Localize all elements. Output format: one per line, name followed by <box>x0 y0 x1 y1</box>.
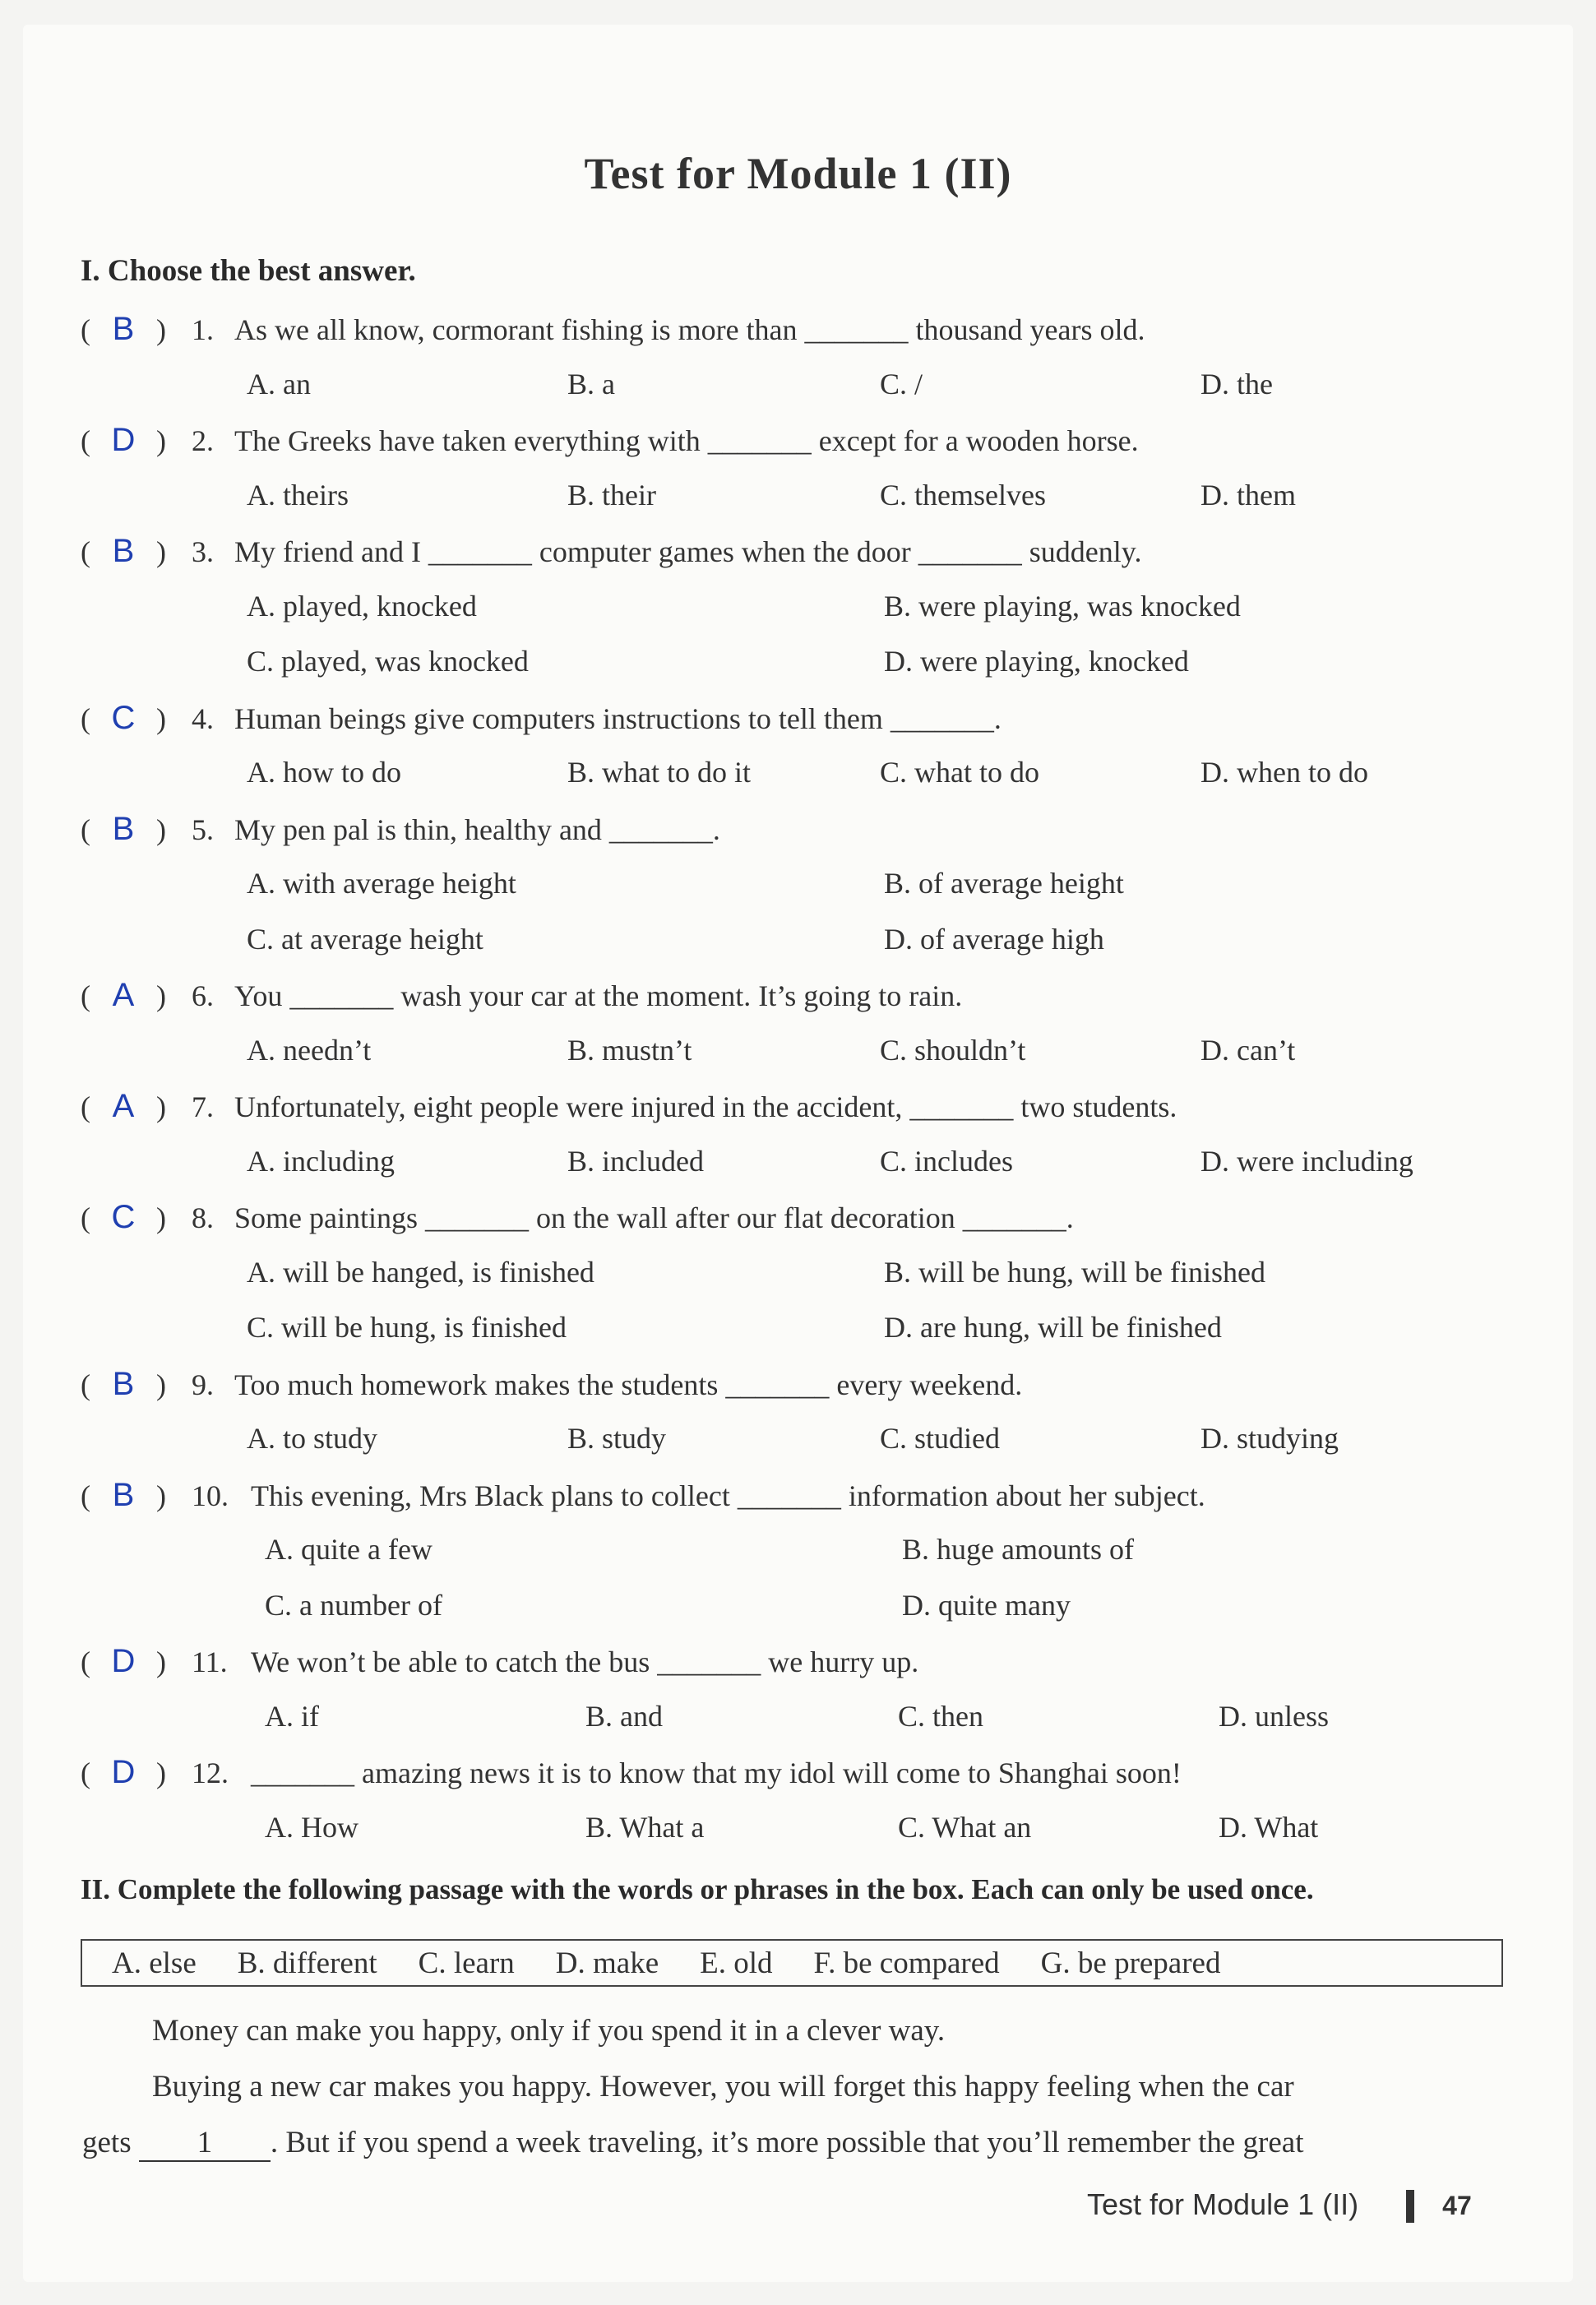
answer-option[interactable]: D. unless <box>1219 1699 1329 1733</box>
answer-option[interactable]: D. when to do <box>1200 756 1368 789</box>
answer-option[interactable]: C. themselves <box>880 478 1046 511</box>
word-option: G. be prepared <box>1040 1946 1221 1980</box>
answer-option[interactable]: B. included <box>567 1144 704 1178</box>
answer-option[interactable]: B. mustn’t <box>567 1033 692 1067</box>
question-number: 10. <box>192 1479 229 1512</box>
question-number: 2. <box>192 424 214 457</box>
answer-parens: ( B ) <box>81 533 166 569</box>
answer-option[interactable]: B. study <box>567 1422 667 1455</box>
question-number: 11. <box>192 1645 228 1678</box>
answer-parens: ( C ) <box>81 1199 166 1235</box>
passage-text: . But if you spend a week traveling, it’s more possible that you’ll remember the great <box>270 2126 1304 2159</box>
answer-parens: ( B ) <box>81 810 166 847</box>
word-option: E. old <box>700 1946 773 1980</box>
question-row <box>81 422 1139 459</box>
answer-option[interactable]: A. will be hanged, is finished <box>247 1255 594 1289</box>
question-row <box>81 977 962 1014</box>
answer-option[interactable]: A. including <box>247 1144 395 1178</box>
question-number: 6. <box>192 979 214 1012</box>
answer-option[interactable]: A. needn’t <box>247 1033 372 1067</box>
answer-parens: ( A ) <box>81 1088 166 1124</box>
question-text: You _______ wash your car at the moment. It’s going to rain. <box>234 979 963 1012</box>
answer-option[interactable]: C. shouldn’t <box>880 1033 1026 1067</box>
answer-option[interactable]: D. were including <box>1200 1144 1413 1178</box>
question-row <box>81 700 1002 737</box>
answer-mark[interactable]: B <box>112 1365 135 1402</box>
answer-option[interactable]: C. a number of <box>265 1588 442 1622</box>
page-footer <box>1087 2187 1472 2223</box>
answer-mark[interactable]: D <box>111 1754 136 1790</box>
question-row <box>81 1199 1074 1236</box>
question-text: Unfortunately, eight people were injured in the accident, _______ two students. <box>234 1090 1177 1123</box>
answer-mark[interactable]: C <box>111 699 136 736</box>
answer-option[interactable]: A. theirs <box>247 478 349 511</box>
word-option: C. learn <box>418 1946 515 1980</box>
answer-option[interactable]: C. played, was knocked <box>247 645 529 678</box>
answer-option[interactable]: A. with average height <box>247 867 516 900</box>
answer-parens: ( D ) <box>81 1643 166 1679</box>
question-row <box>81 311 1145 348</box>
question-number: 1. <box>192 313 214 346</box>
answer-option[interactable]: D. quite many <box>902 1588 1071 1622</box>
answer-option[interactable]: A. if <box>265 1699 319 1733</box>
answer-option[interactable]: C. what to do <box>880 756 1039 789</box>
word-option: B. different <box>237 1946 377 1980</box>
passage-paragraph-2-line-1: Buying a new car makes you happy. However, you will forget this happy feeling when the car <box>152 2070 1294 2104</box>
answer-option[interactable]: C. will be hung, is finished <box>247 1311 567 1344</box>
footer-label: Test for Module 1 (II) <box>1087 2187 1359 2221</box>
answer-option[interactable]: B. will be hung, will be finished <box>884 1255 1265 1289</box>
answer-option[interactable]: C. then <box>898 1699 983 1733</box>
answer-option[interactable]: A. to study <box>247 1422 378 1455</box>
answer-option[interactable]: D. can’t <box>1200 1033 1296 1067</box>
answer-parens: ( D ) <box>81 422 166 458</box>
answer-parens: ( B ) <box>81 1365 166 1402</box>
question-text: My pen pal is thin, healthy and _______. <box>234 812 720 846</box>
question-text: _______ amazing news it is to know that my idol will come to Shanghai soon! <box>251 1757 1182 1789</box>
passage-text: gets <box>82 2126 132 2159</box>
answer-parens: ( C ) <box>81 699 166 736</box>
answer-option[interactable]: B. a <box>567 367 615 400</box>
answer-option[interactable]: B. and <box>585 1699 663 1733</box>
answer-option[interactable]: A. played, knocked <box>247 589 477 623</box>
answer-mark[interactable]: B <box>112 533 135 569</box>
question-row <box>81 1643 918 1680</box>
answer-option[interactable]: B. huge amounts of <box>902 1533 1134 1566</box>
question-row <box>81 1366 1022 1403</box>
answer-parens: ( B ) <box>81 311 166 347</box>
answer-mark[interactable]: A <box>112 1088 135 1124</box>
question-text: My friend and I _______ computer games when the door _______ suddenly. <box>234 535 1142 568</box>
question-row <box>81 811 720 848</box>
word-option: A. else <box>112 1946 197 1980</box>
answer-option[interactable]: A. an <box>247 367 311 400</box>
question-row <box>81 1477 1205 1514</box>
answer-option[interactable]: C. studied <box>880 1422 1001 1455</box>
passage-blank-1[interactable]: 1 <box>139 2125 271 2162</box>
answer-mark[interactable]: A <box>112 977 135 1013</box>
answer-option[interactable]: A. how to do <box>247 756 401 789</box>
question-text: Some paintings _______ on the wall after our flat decoration _______. <box>234 1201 1074 1234</box>
section1-heading: I. Choose the best answer. <box>81 254 416 288</box>
question-row <box>81 1088 1177 1125</box>
answer-option[interactable]: D. them <box>1200 478 1296 511</box>
question-number: 8. <box>192 1201 214 1234</box>
section2-heading: II. Complete the following passage with the words or phrases in the box. Each can only be used once. <box>81 1873 1314 1905</box>
answer-option[interactable]: A. How <box>265 1810 359 1844</box>
question-number: 7. <box>192 1090 214 1123</box>
answer-option[interactable]: D. of average high <box>884 922 1104 956</box>
question-number: 5. <box>192 812 214 846</box>
answer-option[interactable]: C. / <box>880 367 923 400</box>
answer-parens: ( B ) <box>81 1476 166 1513</box>
answer-option[interactable]: D. were playing, knocked <box>884 645 1189 678</box>
page-title: Test for Module 1 (II) <box>584 149 1012 198</box>
question-text: We won’t be able to catch the bus _______ we hurry up. <box>251 1645 919 1678</box>
answer-mark[interactable]: D <box>111 1643 136 1679</box>
answer-option[interactable]: D. the <box>1200 367 1273 400</box>
answer-option[interactable]: C. at average height <box>247 922 483 956</box>
answer-mark[interactable]: B <box>112 311 135 347</box>
answer-mark[interactable]: B <box>112 810 135 847</box>
answer-option[interactable]: A. quite a few <box>265 1533 433 1566</box>
answer-option[interactable]: B. what to do it <box>567 756 751 789</box>
question-number: 9. <box>192 1368 214 1401</box>
answer-option[interactable]: C. What an <box>898 1810 1032 1844</box>
word-option: D. make <box>555 1946 659 1980</box>
question-number: 3. <box>192 535 214 568</box>
question-text: Human beings give computers instructions to tell them _______. <box>234 701 1002 735</box>
answer-parens: ( A ) <box>81 977 166 1013</box>
question-number: 4. <box>192 701 214 735</box>
footer-divider-icon <box>1406 2190 1414 2223</box>
answer-option[interactable]: D. studying <box>1200 1422 1339 1455</box>
answer-mark[interactable]: C <box>111 1199 136 1235</box>
question-text: As we all know, cormorant fishing is more than _______ thousand years old. <box>234 313 1145 346</box>
answer-option[interactable]: B. of average height <box>884 867 1124 900</box>
answer-option[interactable]: C. includes <box>880 1144 1013 1178</box>
question-row <box>81 533 1141 570</box>
answer-option[interactable]: B. What a <box>585 1810 705 1844</box>
question-text: This evening, Mrs Black plans to collect _______ information about her subject. <box>251 1479 1205 1512</box>
question-number: 12. <box>192 1757 229 1789</box>
passage-paragraph-1: Money can make you happy, only if you spend it in a clever way. <box>152 2014 946 2048</box>
word-box <box>81 1939 1503 1987</box>
answer-mark[interactable]: B <box>112 1476 135 1513</box>
answer-option[interactable]: B. their <box>567 478 656 511</box>
answer-option[interactable]: B. were playing, was knocked <box>884 589 1241 623</box>
page-number: 47 <box>1442 2191 1472 2220</box>
question-text: Too much homework makes the students _______ every weekend. <box>234 1368 1023 1401</box>
answer-mark[interactable]: D <box>111 422 136 458</box>
answer-option[interactable]: D. are hung, will be finished <box>884 1311 1222 1344</box>
question-text: The Greeks have taken everything with _______ except for a wooden horse. <box>234 424 1139 457</box>
answer-parens: ( D ) <box>81 1754 166 1790</box>
word-option: F. be compared <box>813 1946 1000 1980</box>
question-row <box>81 1754 1182 1791</box>
passage-paragraph-2-line-2 <box>82 2125 1304 2162</box>
answer-option[interactable]: D. What <box>1219 1810 1319 1844</box>
